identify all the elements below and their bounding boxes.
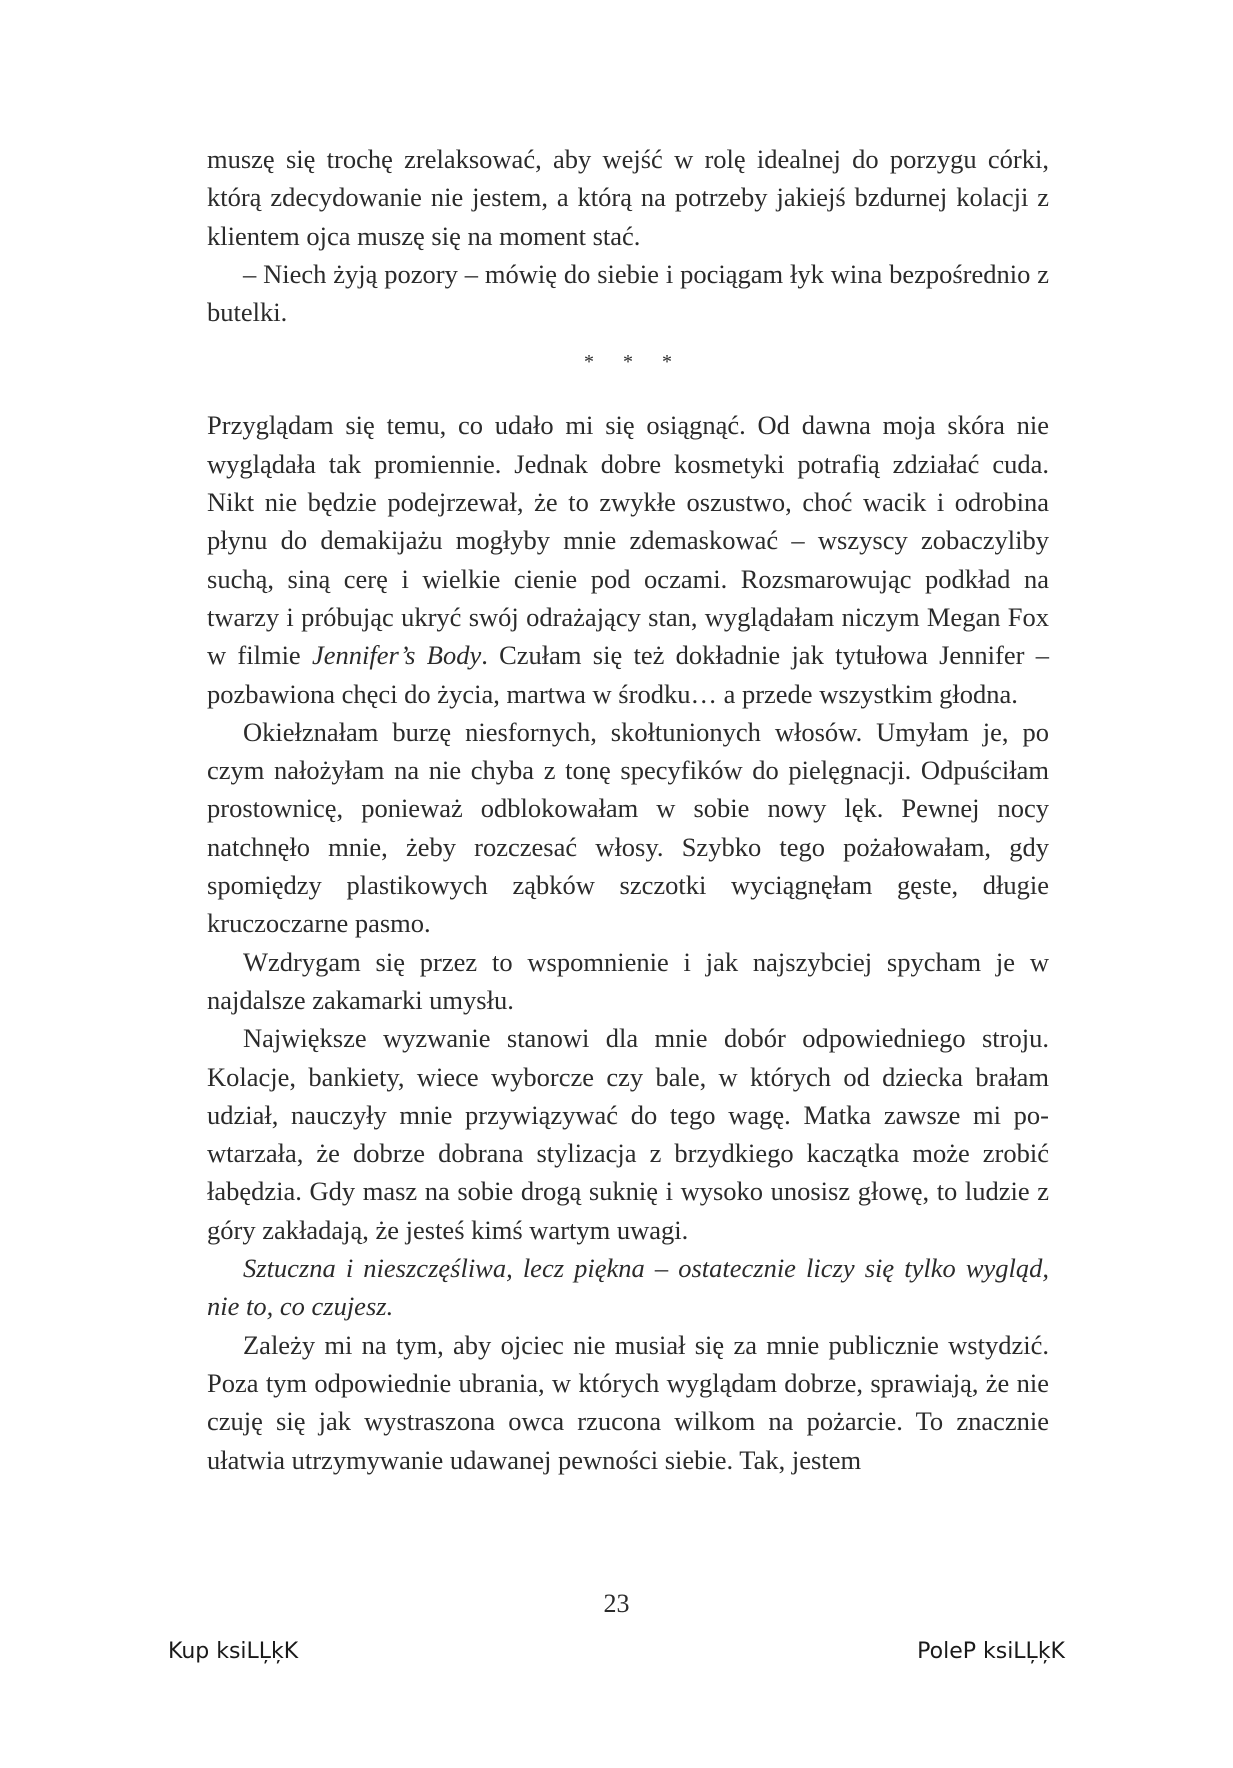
paragraph: Największe wyzwanie stanowi dla mnie dobór odpowiedniego stroju. Kolacje, bankiety, wiece wyborcze czy bale, w których od dziecka brałam udział, nauczyły mnie przywiązywać do tego wagę. Matka zawsze mi powtarzała, że dobrze dobrana stylizacja z brzydkiego kaczątka może zrobić łabędzia. Gdy masz na sobie drogą suknię i wysoko unosisz głowę, to ludzie z góry zakładają, że jesteś kimś wartym uwagi. (207, 1023, 1049, 1245)
page-number: 23 (603, 1589, 630, 1618)
paragraph: Wzdrygam się przez to wspomnienie i jak najszybciej spycham je w najdalsze zakamarki umysłu. (207, 946, 1049, 1015)
paragraph: muszę się trochę zrelaksować, aby wejść w rolę idealnej do porzygu córki, którą zdecydowanie nie jestem, a którą na potrzeby jakiejś bzdurnej kolacji z klientem ojca muszę się na moment stać. (207, 144, 1049, 251)
buy-book-link[interactable]: Kup ksiLĻķK (168, 1639, 299, 1664)
italic-paragraph: Sztuczna i nieszczęśliwa, lecz piękna – ostatecznie liczy się tylko wygląd, nie to, co czujesz. (207, 1253, 1049, 1322)
paragraph-text: Przyglądam się temu, co udało mi się osiągnąć. Od dawna moja skóra nie wyglądała tak promiennie. Jednak dobre kosmetyki potrafią zdziałać cuda. Nikt nie będzie podejrzewał, że to zwykłe oszustwo, choć wacik i odrobina płynu do demakijażu mogłyby mnie zdemaskować – wszyscy zobaczyliby suchą, siną cerę i wielkie cienie pod oczami. Rozsmarowując podkład na twarzy i próbując ukryć swój odrażający stan, wyglądałam niczym Megan Fox w filmie (207, 410, 1049, 671)
recommend-book-link[interactable]: PoleP ksiLĻķK (917, 1639, 1065, 1664)
paragraph-text: . Czułam się też dokładnie jak tytułowa Jennifer – pozbawiona chęci do życia, martwa w środku… a przede wszystkim głodna. (207, 640, 1049, 709)
paragraph: Zależy mi na tym, aby ojciec nie musiał się za mnie publicznie wstydzić. Poza tym odpowiednie ubrania, w których wyglądam dobrze, sprawiają, że nie czuję się jak wystraszona owca rzucona wilkom na pożarcie. To znacznie ułatwia utrzymywanie udawanej pewności siebie. Tak, jestem (207, 1329, 1049, 1475)
paragraph: Okiełznałam burzę niesfornych, skołtunionych włosów. Umyłam je, po czym nałożyłam na nie chyba z tonę specyfików do pielęgnacji. Odpuściłam prostownicę, ponieważ odblokowałam w sobie nowy lęk. Pewnej nocy natchnęło mnie, żeby rozczesać włosy. Szybko tego pożałowałam, gdy spomiędzy plastikowych ząbków szczotki wyciągnęłam gęste, długie kruczoczarne pasmo. (207, 716, 1049, 939)
section-separator: * * * (584, 351, 684, 374)
page-body (207, 140, 1049, 1479)
paragraph: – Niech żyją pozory – mówię do siebie i pociągam łyk wina bezpośrednio z butelki. (207, 258, 1049, 328)
paragraph (207, 406, 1049, 712)
film-title: Jennifer’s Body (311, 640, 482, 671)
